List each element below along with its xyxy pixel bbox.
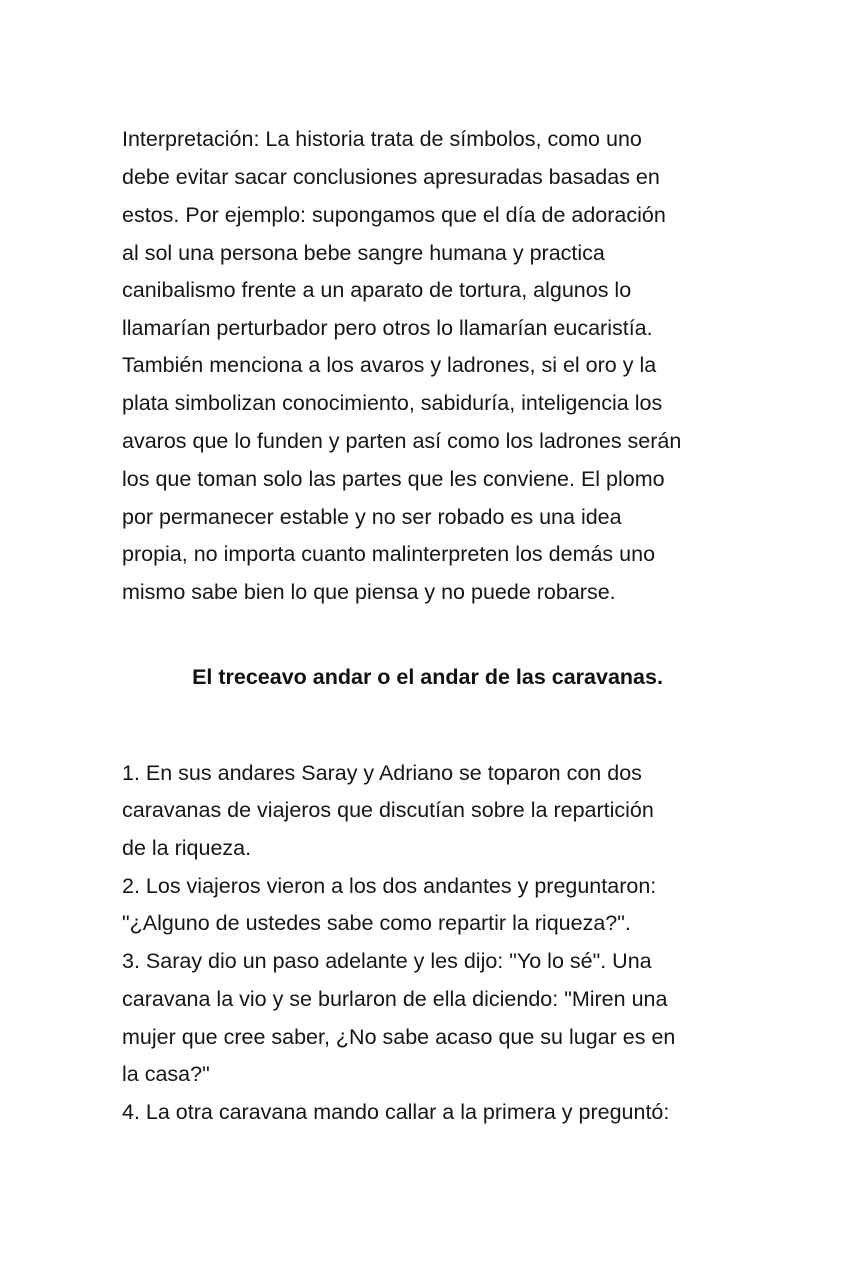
paragraph-line: estos. Por ejemplo: supongamos que el día de adoración (122, 203, 666, 227)
paragraph-line: mismo sabe bien lo que piensa y no puede robarse. (122, 580, 616, 604)
numbered-line: la casa?" (122, 1062, 210, 1086)
numbered-line: 2. Los viajeros vieron a los dos andantes y preguntaron: (122, 874, 657, 898)
section-heading: El treceavo andar o el andar de las caravanas. (192, 665, 663, 689)
numbered-line: 1. En sus andares Saray y Adriano se toparon con dos (122, 761, 642, 785)
numbered-line: "¿Alguno de ustedes sabe como repartir la riqueza?". (122, 911, 631, 935)
paragraph-line: por permanecer estable y no ser robado es una idea (122, 505, 622, 529)
paragraph-line: Interpretación: La historia trata de símbolos, como uno (122, 127, 642, 151)
numbered-line: 3. Saray dio un paso adelante y les dijo: "Yo lo sé". Una (122, 949, 652, 973)
numbered-line: de la riqueza. (122, 836, 252, 860)
paragraph-line: También menciona a los avaros y ladrones, si el oro y la (122, 353, 657, 377)
paragraph-line: llamarían perturbador pero otros lo llamarían eucaristía. (122, 316, 653, 340)
numbered-line: caravana la vio y se burlaron de ella diciendo: "Miren una (122, 987, 668, 1011)
paragraph-line: plata simbolizan conocimiento, sabiduría, inteligencia los (122, 391, 663, 415)
numbered-line: caravanas de viajeros que discutían sobre la repartición (122, 798, 654, 822)
paragraph-line: al sol una persona bebe sangre humana y practica (122, 241, 605, 265)
paragraph-line: avaros que lo funden y parten así como los ladrones serán (122, 429, 682, 453)
paragraph-line: propia, no importa cuanto malinterpreten los demás uno (122, 542, 656, 566)
paragraph-line: canibalismo frente a un aparato de tortura, algunos lo (122, 278, 632, 302)
paragraph-line: debe evitar sacar conclusiones apresuradas basadas en (122, 165, 660, 189)
numbered-line: mujer que cree saber, ¿No sabe acaso que su lugar es en (122, 1025, 676, 1049)
paragraph-line: los que toman solo las partes que les conviene. El plomo (122, 467, 665, 491)
numbered-line: 4. La otra caravana mando callar a la primera y preguntó: (122, 1100, 670, 1124)
